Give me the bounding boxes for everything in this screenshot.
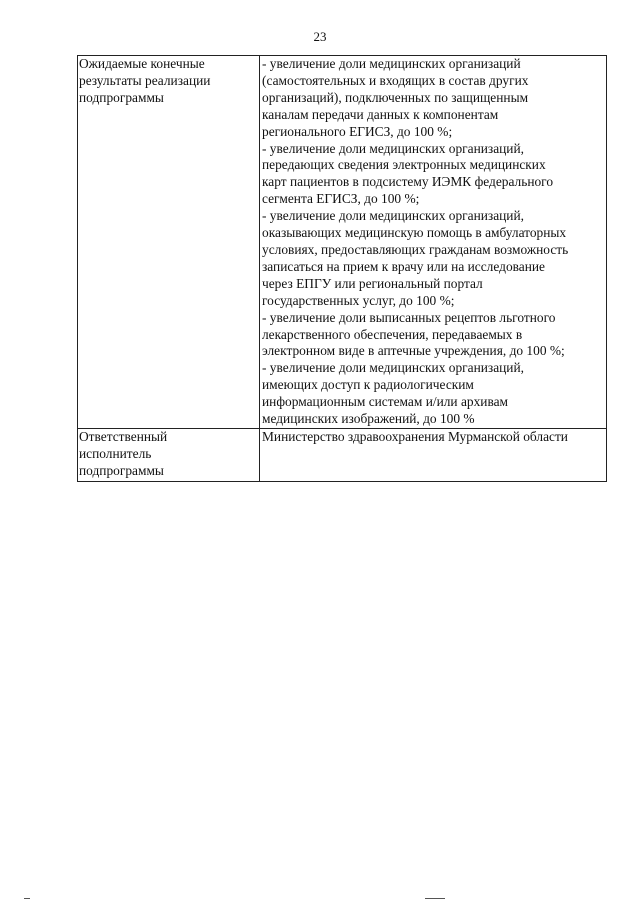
label-cell-expected-results bbox=[78, 56, 260, 429]
scan-mark bbox=[425, 898, 445, 899]
value-line: передающих сведения электронных медицинских bbox=[262, 157, 546, 173]
value-line: - увеличение доли медицинских организаций, bbox=[262, 140, 524, 156]
label-cell-responsible-executor bbox=[78, 428, 260, 481]
label-line: подпрограммы bbox=[79, 89, 164, 105]
label-line: Ответственный bbox=[79, 428, 168, 444]
label-line: Ожидаемые конечные bbox=[79, 56, 205, 71]
value-line: (самостоятельных и входящих в состав других bbox=[262, 72, 529, 88]
value-line: информационным системам и/или архивам bbox=[262, 394, 509, 410]
value-line: регионального ЕГИСЗ, до 100 %; bbox=[262, 123, 453, 139]
value-line: - увеличение доли выписанных рецептов льготного bbox=[262, 309, 556, 325]
value-line: - увеличение доли медицинских организаций bbox=[262, 56, 521, 71]
label-line: подпрограммы bbox=[79, 462, 164, 478]
page-number: 23 bbox=[313, 29, 327, 44]
value-line: - увеличение доли медицинских организаций, bbox=[262, 360, 524, 376]
value-line: электронном виде в аптечные учреждения, до 100 %; bbox=[262, 343, 565, 359]
table-row-expected-results bbox=[78, 56, 607, 429]
value-line: Министерство здравоохранения Мурманской области bbox=[262, 428, 568, 444]
value-line: организаций), подключенных по защищенным bbox=[262, 89, 529, 105]
value-cell-expected-results bbox=[260, 56, 607, 429]
value-line: каналам передачи данных к компонентам bbox=[262, 106, 499, 122]
table-row-responsible-executor bbox=[78, 428, 607, 481]
value-line: записаться на прием к врачу или на исследование bbox=[262, 258, 546, 274]
value-line: - увеличение доли медицинских организаций, bbox=[262, 208, 524, 224]
value-line: имеющих доступ к радиологическим bbox=[262, 377, 474, 393]
value-line: государственных услуг, до 100 %; bbox=[262, 292, 455, 308]
label-line: результаты реализации bbox=[79, 72, 211, 88]
value-line: условиях, предоставляющих гражданам возможность bbox=[262, 241, 569, 257]
value-line: карт пациентов в подсистему ИЭМК федерального bbox=[262, 174, 554, 190]
value-line: лекарственного обеспечения, передаваемых в bbox=[262, 326, 523, 342]
label-line: исполнитель bbox=[79, 445, 152, 461]
subprogram-table bbox=[77, 55, 607, 482]
value-cell-responsible-executor bbox=[260, 428, 607, 481]
value-line: оказывающих медицинскую помощь в амбулаторных bbox=[262, 225, 567, 241]
value-line: через ЕПГУ или региональный портал bbox=[262, 275, 483, 291]
scan-mark bbox=[24, 898, 30, 899]
value-line: сегмента ЕГИСЗ, до 100 %; bbox=[262, 191, 420, 207]
value-line: медицинских изображений, до 100 % bbox=[262, 411, 475, 427]
